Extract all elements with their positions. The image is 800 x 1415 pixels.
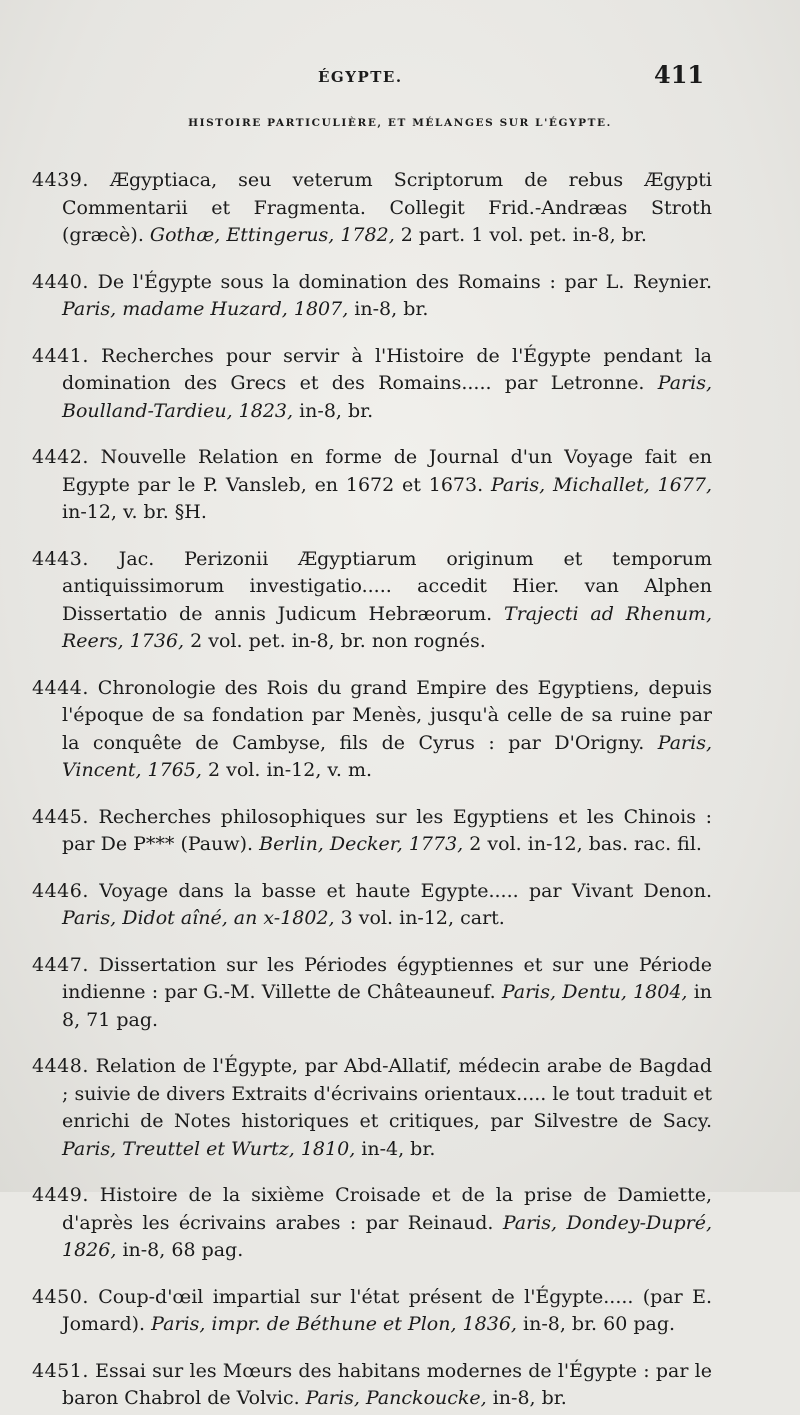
entry-text: Relation de l'Égypte, par Abd-Allatif, médecin arabe de Bagdad ; suivie de divers Extraits d'écrivains orientaux..... le tout traduit et enrichi de Notes historiques et critiques, par Silvestre de Sacy. xyxy=(62,1055,712,1132)
entry-details: 3 vol. in-12, cart. xyxy=(340,907,505,929)
entry-imprint: Paris, Panckoucke, xyxy=(305,1387,487,1409)
entry-number: 4439. xyxy=(32,169,89,191)
entry-text: Histoire de la sixième Croisade et de la prise de Damiette, d'après les écrivains arabes : par Reinaud. xyxy=(62,1184,712,1234)
entry-imprint: Paris, Boulland-Tardieu, 1823, xyxy=(62,372,712,422)
entry-text: Nouvelle Relation en forme de Journal d'un Voyage fait en Egypte par le P. Vansleb, en 1672 et 1673. xyxy=(62,446,713,496)
entry-imprint: Paris, impr. de Béthune et Plon, 1836, xyxy=(151,1313,517,1335)
entry-text: Jac. Perizonii Ægyptiarum originum et temporum antiquissimorum investigatio..... accedit Hier. van Alphen Dissertatio de annis Judicum Hebræorum. xyxy=(62,547,712,625)
running-head xyxy=(0,60,800,90)
catalog-entry xyxy=(32,1053,712,1163)
entry-text: De l'Égypte sous la domination des Romains : par L. Reynier. xyxy=(97,270,712,293)
entry-number: 4442. xyxy=(32,446,89,468)
entry-text: Coup-d'œil impartial sur l'état présent de l'Égypte..... (par E. Jomard). xyxy=(62,1285,712,1335)
entry-text: Chronologie des Rois du grand Empire des Egyptiens, depuis l'époque de sa fondation par Menès, jusqu'à celle de sa ruine par la conquête de Cambyse, fils de Cyrus : par D'Origny. xyxy=(62,676,712,754)
entry-details: in-12, v. br. §H. xyxy=(62,501,207,523)
entry-number: 4445. xyxy=(32,805,89,828)
catalog-entry xyxy=(32,804,712,859)
entry-number: 4446. xyxy=(32,879,89,902)
entry-imprint: Gothæ, Ettingerus, 1782, xyxy=(149,224,395,246)
catalog-entry xyxy=(32,878,712,933)
entry-number: 4447. xyxy=(32,953,89,976)
entry-number: 4451. xyxy=(32,1359,89,1382)
entry-details: in-8, br. 60 pag. xyxy=(523,1313,676,1335)
catalog-entry xyxy=(32,1358,712,1413)
entry-text: Essai sur les Mœurs des habitans modernes de l'Égypte : par le baron Chabrol de Volvic. xyxy=(62,1359,712,1409)
entry-details: in-8, br. xyxy=(299,399,374,422)
entry-imprint: Paris, madame Huzard, 1807, xyxy=(62,298,349,320)
entry-details: 2 vol. pet. in-8, br. non rognés. xyxy=(190,630,486,652)
section-title: HISTOIRE PARTICULIÈRE, ET MÉLANGES SUR L'ÉGYPTE. xyxy=(188,117,612,129)
entry-number: 4450. xyxy=(32,1285,89,1308)
catalog-entries xyxy=(32,148,713,1415)
page-number: 411 xyxy=(654,60,705,89)
entry-number: 4440. xyxy=(32,270,89,293)
entry-text: Voyage dans la basse et haute Egypte..... par Vivant Denon. xyxy=(99,879,712,902)
entry-details: 2 part. 1 vol. pet. in-8, br. xyxy=(400,224,647,246)
entry-number: 4448. xyxy=(32,1055,89,1077)
entry-imprint: Paris, Vincent, 1765, xyxy=(62,731,712,781)
entry-imprint: Paris, Dentu, 1804, xyxy=(501,981,688,1003)
catalog-entry xyxy=(32,952,713,1035)
catalog-entry xyxy=(32,343,713,426)
catalog-entry xyxy=(32,546,712,656)
entry-imprint: Berlin, Decker, 1773, xyxy=(259,833,464,855)
catalog-entry xyxy=(32,1182,712,1265)
entry-number: 4443. xyxy=(32,547,89,570)
entry-details: in-8, br. xyxy=(354,298,429,320)
entry-details: in-8, br. xyxy=(492,1387,567,1409)
entry-details: in-4, br. xyxy=(361,1137,436,1160)
entry-details: in-8, 68 pag. xyxy=(122,1239,244,1261)
entry-number: 4441. xyxy=(32,344,89,367)
catalog-entry xyxy=(32,675,712,785)
catalog-entry xyxy=(32,444,713,527)
catalog-entry xyxy=(32,1284,712,1339)
entry-details: in 8, 71 pag. xyxy=(62,981,713,1031)
entry-imprint: Paris, Michallet, 1677, xyxy=(490,473,712,496)
entry-text: Recherches philosophiques sur les Egyptiens et les Chinois : par De P*** (Pauw). xyxy=(62,805,712,855)
entry-imprint: Trajecti ad Rhenum, Reers, 1736, xyxy=(62,602,712,652)
entry-imprint: Paris, Treuttel et Wurtz, 1810, xyxy=(62,1137,356,1160)
running-title: ÉGYPTE. xyxy=(318,68,403,86)
entry-details: 2 vol. in-12, bas. rac. fil. xyxy=(469,833,702,855)
entry-text: Dissertation sur les Périodes égyptiennes et sur une Période indienne : par G.-M. Villette de Châteauneuf. xyxy=(62,953,712,1003)
entry-text: Ægyptiaca, seu veterum Scriptorum de rebus Ægypti Commentarii et Fragmenta. Collegit Frid.-Andræas Stroth (græcè). xyxy=(62,169,712,246)
entry-imprint: Paris, Dondey-Dupré, 1826, xyxy=(62,1211,712,1261)
entry-imprint: Paris, Didot aîné, an x-1802, xyxy=(62,907,335,929)
entry-text: Recherches pour servir à l'Histoire de l'Égypte pendant la domination des Grecs et des Romains..... par Letronne. xyxy=(62,344,713,394)
catalog-entry xyxy=(32,269,712,324)
catalog-entry xyxy=(32,167,712,250)
entry-details: 2 vol. in-12, v. m. xyxy=(207,759,373,781)
entry-number: 4444. xyxy=(32,676,89,699)
entry-number: 4449. xyxy=(32,1184,89,1206)
